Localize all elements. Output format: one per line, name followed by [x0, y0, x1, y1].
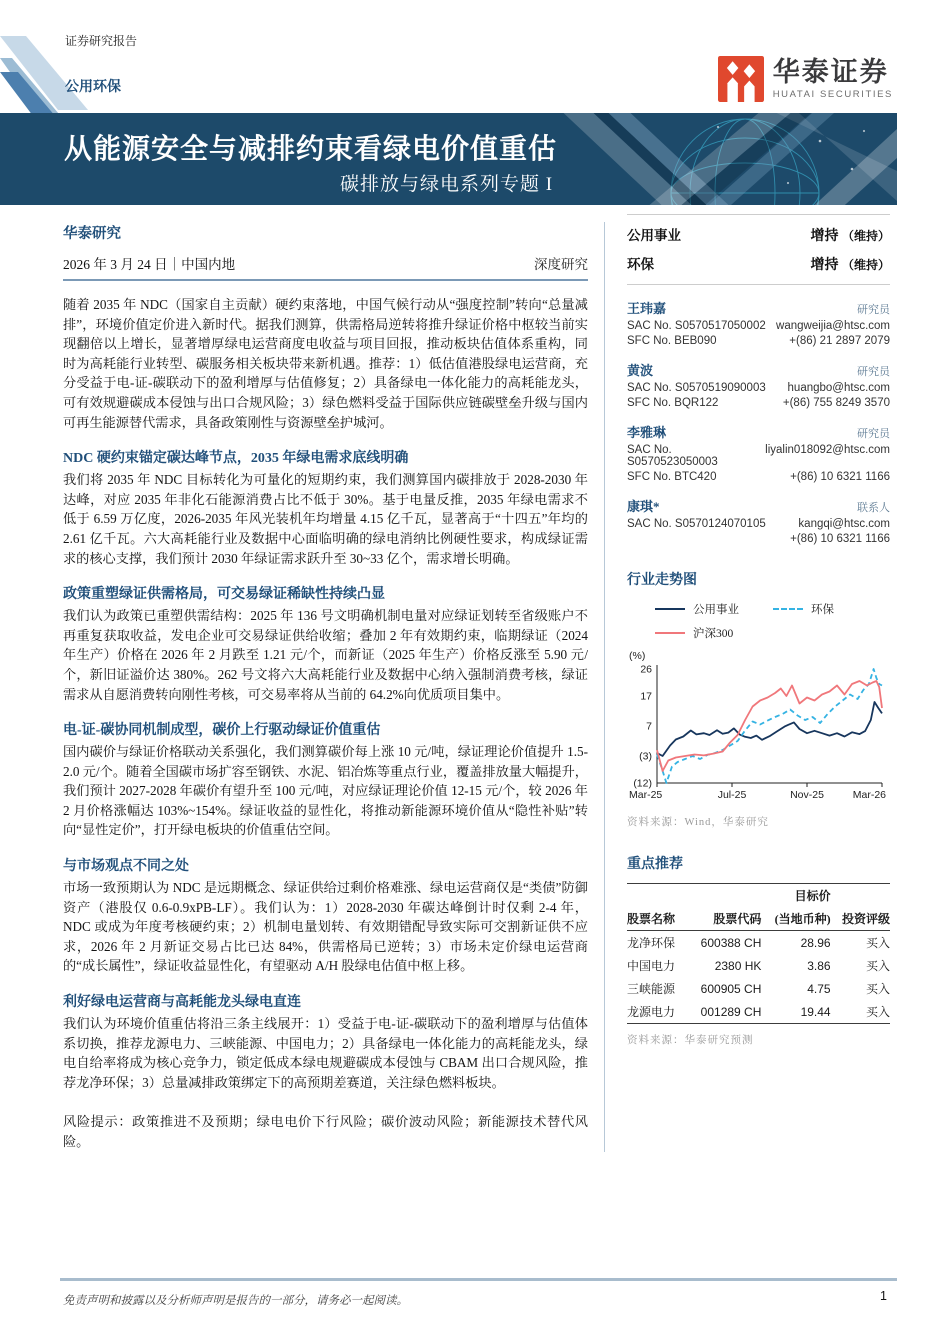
page-title: 从能源安全与减排约束看绿电价值重估 — [64, 134, 558, 165]
chart-svg — [627, 649, 890, 801]
ratings-list — [627, 215, 890, 284]
industry-chart-title: 行业走势图 — [627, 573, 697, 588]
analyst-detail-row — [627, 335, 890, 347]
table-header-top — [831, 884, 890, 908]
analyst-block — [627, 496, 890, 545]
table-cell: 买入 — [865, 959, 890, 973]
svg-text:Mar-25: Mar-25 — [629, 789, 663, 801]
svg-text:26: 26 — [640, 663, 652, 676]
table-row — [627, 977, 890, 1000]
analyst-email[interactable]: wangweijia@htsc.com — [776, 320, 890, 332]
analyst-contact: +(86) 755 8249 3570 — [782, 397, 890, 409]
title-banner — [0, 113, 897, 205]
page-number: 1 — [880, 1289, 887, 1303]
chart-source: 资料来源：Wind，华泰研究 — [627, 817, 769, 828]
analyst-detail-row — [627, 471, 890, 483]
svg-text:Mar-26: Mar-26 — [852, 789, 886, 801]
svg-text:17: 17 — [640, 690, 652, 703]
rating-row — [627, 249, 890, 278]
rating-sector-name: 环保 — [627, 257, 654, 272]
analyst-role: 研究员 — [857, 304, 890, 316]
analyst-detail-row — [627, 518, 890, 530]
sections-container — [63, 447, 588, 1092]
analyst-contact: +(86) 10 6321 1166 — [790, 533, 890, 545]
rating-value: 增持 （维持） — [810, 258, 890, 273]
footer-disclaimer: 免责声明和披露以及分析师声明是报告的一部分，请务必一起阅读。 — [63, 1295, 408, 1307]
analyst-credential: SAC No. S0570517050002 — [627, 320, 766, 332]
section-heading: 政策重塑绿证供需格局，可交易绿证稀缺性持续凸显 — [63, 587, 385, 603]
table-header-top — [627, 884, 686, 908]
legend-item — [773, 601, 834, 617]
table-header: 股票代码 — [686, 907, 761, 931]
svg-text:Jul-25: Jul-25 — [717, 789, 747, 801]
recommendations-table — [627, 883, 890, 1024]
side-column — [605, 214, 890, 1152]
analyst-role: 联系人 — [857, 502, 890, 514]
main-column — [63, 214, 588, 1152]
logo-en-text: HUATAI SECURITIES — [772, 88, 893, 100]
analyst-detail-row — [627, 382, 890, 394]
table-cell: 600388 CH — [700, 935, 762, 950]
table-cell: 买入 — [865, 936, 890, 950]
analyst-email[interactable]: kangqi@htsc.com — [798, 518, 890, 530]
analyst-name: 李雅琳 — [627, 425, 667, 440]
table-cell: 买入 — [865, 982, 890, 996]
analyst-credential: SAC No. S0570519090003 — [627, 382, 766, 394]
table-row — [627, 954, 890, 977]
report-type-label: 证券研究报告 — [65, 34, 138, 48]
table-row — [627, 1000, 890, 1024]
rating-status: （维持） — [841, 258, 890, 272]
table-cell: 28.96 — [800, 935, 831, 950]
chart-legend — [627, 601, 890, 641]
section-body: 我们认为政策已重塑供需结构：2025 年 136 号文明确机制电量对应绿证划转至省级账户不再重复获取收益，发电企业可交易绿证供给收缩；叠加 2 年有效期约束，临期绿证（2024 年生产）价格在 2026 年 2 月跌至 1.21 元/个，而新证（2025 年生产）价格反涨至 5.90 元/个，新旧证溢价达 380%。262 号文将六大高耗能行业及数据中心纳入强制消费考核，绿证需求从自愿消费转向刚性考核，可交易率将从当前的 64.2%向优质项目集中。 — [63, 608, 588, 702]
section-body: 市场一致预期认为 NDC 是远期概念、绿证供给过剩价格难涨、绿电运营商仅是“类债”防御资产（港股仅 0.6-0.9xPB-LF）。我们认为：1）2028-2030 年碳达峰倒计时仅剩 2-4 年，NDC 或成为年度考核硬约束；2）机制电量划转、有效期错配导致实际可交割新证供不应求，2026 年 2 月新证交易占比已达 84%，供需格局已逆转；3）市场未定价绿电运营商的“成长属性”，绿证收益显性化，有望驱动 A/H 股绿电估值中枢上移。 — [63, 880, 588, 974]
huatai-logo-icon — [718, 56, 764, 102]
legend-item — [655, 601, 739, 617]
analyst-detail-row — [627, 320, 890, 332]
page-subtitle: 碳排放与绿电系列专题 I — [340, 174, 554, 195]
analyst-email[interactable]: liyalin018092@htsc.com — [765, 444, 890, 456]
analyst-role: 研究员 — [857, 366, 890, 378]
section-heading: 电-证-碳协同机制成型，碳价上行驱动绿证价值重估 — [63, 723, 381, 739]
table-cell: 龙源电力 — [627, 1000, 686, 1024]
ratings-bottom-rule — [627, 284, 890, 285]
recommendations-source: 资料来源：华泰研究预测 — [627, 1035, 754, 1046]
recommendations-title: 重点推荐 — [627, 857, 683, 872]
section-heading: 与市场观点不同之处 — [63, 859, 189, 875]
analyst-block — [627, 422, 890, 483]
risk-note: 风险提示：政策推进不及预期；绿电电价下行风险；碳价波动风险；新能源技术替代风险。 — [63, 1114, 588, 1149]
analyst-credential: SFC No. BEB090 — [627, 335, 717, 347]
analyst-credential: SAC No. S0570523050003 — [627, 444, 718, 468]
table-cell: 600905 CH — [700, 981, 762, 996]
table-header-top — [686, 884, 761, 908]
legend-item — [655, 625, 733, 641]
meta-divider — [63, 279, 588, 281]
rating-value: 增持 （维持） — [810, 229, 890, 244]
content-area — [0, 214, 950, 1152]
legend-line-sample — [655, 632, 685, 634]
legend-line-sample — [655, 608, 685, 610]
legend-row — [655, 601, 890, 617]
table-header: 投资评级 — [831, 907, 890, 931]
table-cell: 中国电力 — [627, 959, 676, 973]
analyst-header-row — [627, 422, 890, 441]
report-date: 2026 年 3 月 24 日｜中国内地 — [63, 257, 236, 272]
rating-sector-name: 公用事业 — [627, 228, 681, 243]
analyst-detail-row — [627, 533, 890, 545]
svg-text:Nov-25: Nov-25 — [790, 789, 824, 801]
analyst-name: 康琪* — [627, 499, 660, 514]
rating-status: （维持） — [841, 229, 890, 243]
research-brand: 华泰研究 — [63, 226, 121, 242]
table-header-top: 目标价 — [761, 884, 830, 908]
table-cell: 龙净环保 — [627, 936, 676, 950]
logo-cn-text: 华泰证券 — [772, 56, 889, 87]
analyst-header-row — [627, 298, 890, 317]
analyst-header-row — [627, 360, 890, 379]
section-body: 国内碳价与绿证价格联动关系强化，我们测算碳价每上涨 10 元/吨，绿证理论价值提升 1.5-2.0 元/个。随着全国碳市场扩容至钢铁、水泥、铝冶炼等重点行业，覆盖排放量大幅提升，我们预计 2027-2028 年碳价有望升至 100 元/吨，对应绿证理论价值 12-15 元/个，较 2026 年 2 月价格涨幅达 103%~154%。绿证收益的显性化，将推动新能源环境价值从“隐性补贴”转向“显性定价”，打开绿电板块的价值重估空间。 — [63, 744, 588, 838]
analyst-header-row — [627, 496, 890, 515]
svg-text:(12): (12) — [633, 777, 652, 790]
analyst-block — [627, 298, 890, 347]
table-cell: 001289 CH — [686, 1000, 761, 1024]
analyst-detail-row — [627, 444, 890, 468]
table-cell: 19.44 — [761, 1000, 830, 1024]
table-cell: 买入 — [831, 1000, 890, 1024]
report-kind: 深度研究 — [534, 257, 588, 272]
legend-label: 公用事业 — [693, 604, 739, 616]
rating-row — [627, 220, 890, 249]
analyst-name: 黄波 — [627, 363, 654, 378]
industry-trend-chart — [627, 649, 890, 806]
analyst-email[interactable]: huangbo@htsc.com — [787, 382, 890, 394]
analyst-name: 王玮嘉 — [627, 301, 667, 316]
svg-text:7: 7 — [646, 720, 652, 733]
svg-text:(%): (%) — [629, 650, 646, 662]
table-cell: 4.75 — [807, 981, 831, 996]
legend-label: 沪深300 — [693, 628, 734, 640]
analyst-credential: SAC No. S0570124070105 — [627, 518, 766, 530]
table-header: 股票名称 — [627, 907, 686, 931]
svg-text:(3): (3) — [639, 750, 652, 763]
footer-rule — [60, 1278, 897, 1281]
table-row — [627, 931, 890, 955]
section-heading: 利好绿电运营商与高耗能龙头绿电直连 — [63, 995, 301, 1011]
analyst-detail-row — [627, 397, 890, 409]
huatai-logo — [718, 56, 893, 102]
table-cell: 3.86 — [807, 958, 831, 973]
legend-label: 环保 — [811, 604, 834, 616]
analyst-block — [627, 360, 890, 409]
sector-label: 公用环保 — [65, 80, 121, 95]
analyst-contact: +(86) 21 2897 2079 — [789, 335, 890, 347]
summary-paragraph: 随着 2035 年 NDC（国家自主贡献）硬约束落地，中国气候行动从“强度控制”转向“总量减排”，环境价值定价进入新时代。据我们测算，供需格局逆转将推升绿证价格中枢较当前实现翻倍以上增长，显著增厚绿电运营商度电收益与项目回报，推动板块估值体系重构，同时为高耗能行业转型、碳服务相关板块带来新机遇。推荐：1）低估值港股绿电运营商，充分受益于电-证-碳联动下的盈利增厚与估值修复；2）具备绿电一体化能力的高耗能龙头，可有效规避碳成本侵蚀与出口合规风险；3）绿色燃料受益于国际供应链碳壁垒升级与国内可再生能源替代需求，具备政策刚性与资源壁垒护城河。 — [63, 297, 588, 430]
section-body: 我们认为环境价值重估将沿三条主线展开：1）受益于电-证-碳联动下的盈利增厚与估值体系切换，推荐龙源电力、三峡能源、中国电力；2）具备绿电一体化能力的高耗能龙头，绿电自给率将成为核心竞争力，锁定低成本绿电规避碳成本侵蚀与 CBAM 出口合规风险，推荐龙净环保；3）总量减排政策绑定下的高预期差赛道，关注绿色燃料板块。 — [63, 1016, 588, 1090]
analysts-container — [627, 298, 890, 545]
section-body: 我们将 2035 年 NDC 目标转化为可量化的短期约束，我们测算国内碳排放于 2028-2030 年达峰，对应 2035 年非化石能源消费占比不低于 30%。基于电量反推，2035 年绿电需求不低于 6.59 万亿度，2026-2035 年风光装机年均增量 4.15 亿千瓦，显著高于“十四五”年均的 2.61 亿千瓦。六大高耗能行业及数据中心面临明确的绿电消纳比例硬性要求，构成绿证需求的核心支撑，我们预计 2030 年绿证需求跃升至 30~33 亿个，需求增长明确。 — [63, 472, 588, 566]
analyst-credential: SFC No. BQR122 — [627, 397, 719, 409]
analyst-role: 研究员 — [857, 428, 890, 440]
table-cell: 三峡能源 — [627, 982, 676, 996]
analyst-contact: +(86) 10 6321 1166 — [790, 471, 890, 483]
legend-line-sample — [773, 608, 803, 610]
analyst-credential: SFC No. BTC420 — [627, 471, 717, 483]
legend-row — [655, 625, 890, 641]
table-header: (当地币种) — [761, 907, 830, 931]
section-heading: NDC 硬约束锚定碳达峰节点，2035 年绿电需求底线明确 — [63, 451, 409, 467]
table-cell: 2380 HK — [714, 958, 762, 973]
